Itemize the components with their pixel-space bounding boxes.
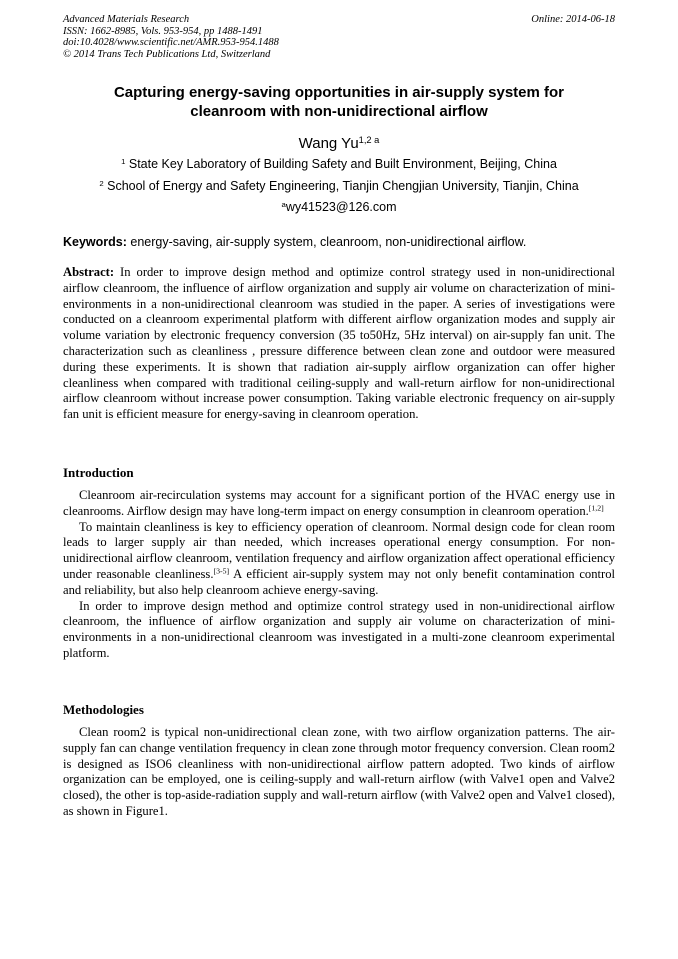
email-sup: a bbox=[281, 199, 286, 209]
title-line-2: cleanroom with non-unidirectional airflow bbox=[190, 103, 488, 120]
author-affiliation-sup: 1,2 a bbox=[358, 134, 380, 145]
affiliation-1 bbox=[63, 157, 615, 172]
title-line-1: Capturing energy-saving opportunities in air-supply system for bbox=[113, 84, 565, 101]
copyright-line: © 2014 Trans Tech Publications Ltd, Switzerland bbox=[63, 48, 271, 60]
journal-header bbox=[63, 14, 615, 60]
intro-p1-text: Cleanroom air-recirculation systems may account for a significant portion of the HVAC energy use in cleanrooms. Airflow design may have long-term impact on energy consumption in cleanroom operation. bbox=[63, 488, 615, 518]
keywords-text: energy-saving, air-supply system, cleanroom, non-unidirectional airflow. bbox=[130, 235, 527, 249]
intro-p3-text: In order to improve design method and optimize control strategy used in non-unidirectional airflow cleanroom, the influence of airflow organization and supply air volume on characterization of mini-environments in a non-unidirectional cleanroom was investigated in a multi-zone cleanroom experimental platform. bbox=[63, 598, 615, 660]
citation-3-5: [3-5] bbox=[213, 566, 230, 576]
author-line bbox=[63, 135, 615, 153]
methodologies-paragraph-1 bbox=[63, 725, 615, 820]
introduction-paragraph-2 bbox=[63, 520, 615, 599]
methodologies-heading: Methodologies bbox=[63, 702, 144, 717]
introduction-paragraph-1 bbox=[63, 488, 615, 520]
abstract bbox=[63, 265, 615, 423]
doi-line: doi:10.4028/www.scientific.net/AMR.953-954.1488 bbox=[63, 37, 279, 49]
keywords bbox=[63, 235, 615, 250]
methodologies-section bbox=[63, 702, 615, 820]
affiliation-2-sup: 2 bbox=[99, 178, 104, 188]
author-name: Wang Yu bbox=[298, 135, 359, 152]
intro-p2-text-a: To maintain cleanliness is key to efficiency operation of cleanroom. Normal design code for clean room leads to larger supply air than needed, which increases operational energy consumption. For non-unidirectional airflow cleanroom, ventilation frequency and airflow organization affect operational efficiency under reasonable cleanliness. bbox=[63, 519, 615, 581]
abstract-text: In order to improve design method and optimize control strategy used in non-unidirectional airflow cleanroom, the influence of airflow organization and supply air volume on characterization of mini-environments in a non-unidirectional cleanroom was studied in the paper. A series of investigations were conducted on a cleanroom experimental platform with different airflow organization modes and supply air volume variation by electronic frequency conversion (35 to50Hz, 5Hz interval) on air-supply fan unit. The characterization such as cleanliness , pressure difference between clean zone and outdoor were measured during these experiments. It is shown that radiation air-supply airflow organization can offer higher cleanliness when compared with traditional ceiling-supply and wall-return airflow for non-unidirectional airflow cleanroom without increase power consumption. Taking variable electronic frequency on air-supply fan unit is efficient measure for energy-saving in cleanroom operation. bbox=[63, 265, 615, 422]
paper-title bbox=[63, 83, 615, 121]
author-email bbox=[63, 200, 615, 215]
online-date: Online: 2014-06-18 bbox=[531, 14, 615, 25]
email-text: wy41523@126.com bbox=[285, 200, 397, 214]
affiliation-1-sup: 1 bbox=[121, 156, 126, 166]
introduction-section bbox=[63, 465, 615, 662]
intro-p2-text-b: A efficient air-supply system may not only benefit contamination control and reliability, but also help cleanroom achieve energy-saving. bbox=[63, 566, 616, 597]
citation-1-2: [1,2] bbox=[588, 503, 604, 513]
affiliation-2 bbox=[63, 179, 615, 194]
journal-name: Advanced Materials Research bbox=[63, 14, 190, 25]
issn-line: ISSN: 1662-8985, Vols. 953-954, pp 1488-1491 bbox=[63, 25, 263, 37]
keywords-label: Keywords: bbox=[63, 235, 127, 249]
affiliation-1-text: State Key Laboratory of Building Safety and Built Environment, Beijing, China bbox=[128, 157, 557, 171]
abstract-label: Abstract: bbox=[63, 265, 115, 279]
introduction-heading: Introduction bbox=[63, 465, 134, 480]
affiliation-2-text: School of Energy and Safety Engineering, Tianjin Chengjian University, Tianjin, China bbox=[107, 179, 579, 193]
introduction-paragraph-3 bbox=[63, 599, 615, 662]
methods-p1-text: Clean room2 is typical non-unidirectional clean zone, with two airflow organization patterns. The air-supply fan can change ventilation frequency in clean zone through motor frequency conversion. Clean room2 is designed as ISO6 cleanliness with non-unidirectional airflow pattern adopted. Two kinds of airflow organization can be employed, one is ceiling-supply and wall-return airflow (with Valve1 open and Valve2 closed), the other is top-aside-radiation supply and wall-return airflow (with Valve2 open and Valve1 closed), as shown in Figure1. bbox=[63, 725, 615, 818]
